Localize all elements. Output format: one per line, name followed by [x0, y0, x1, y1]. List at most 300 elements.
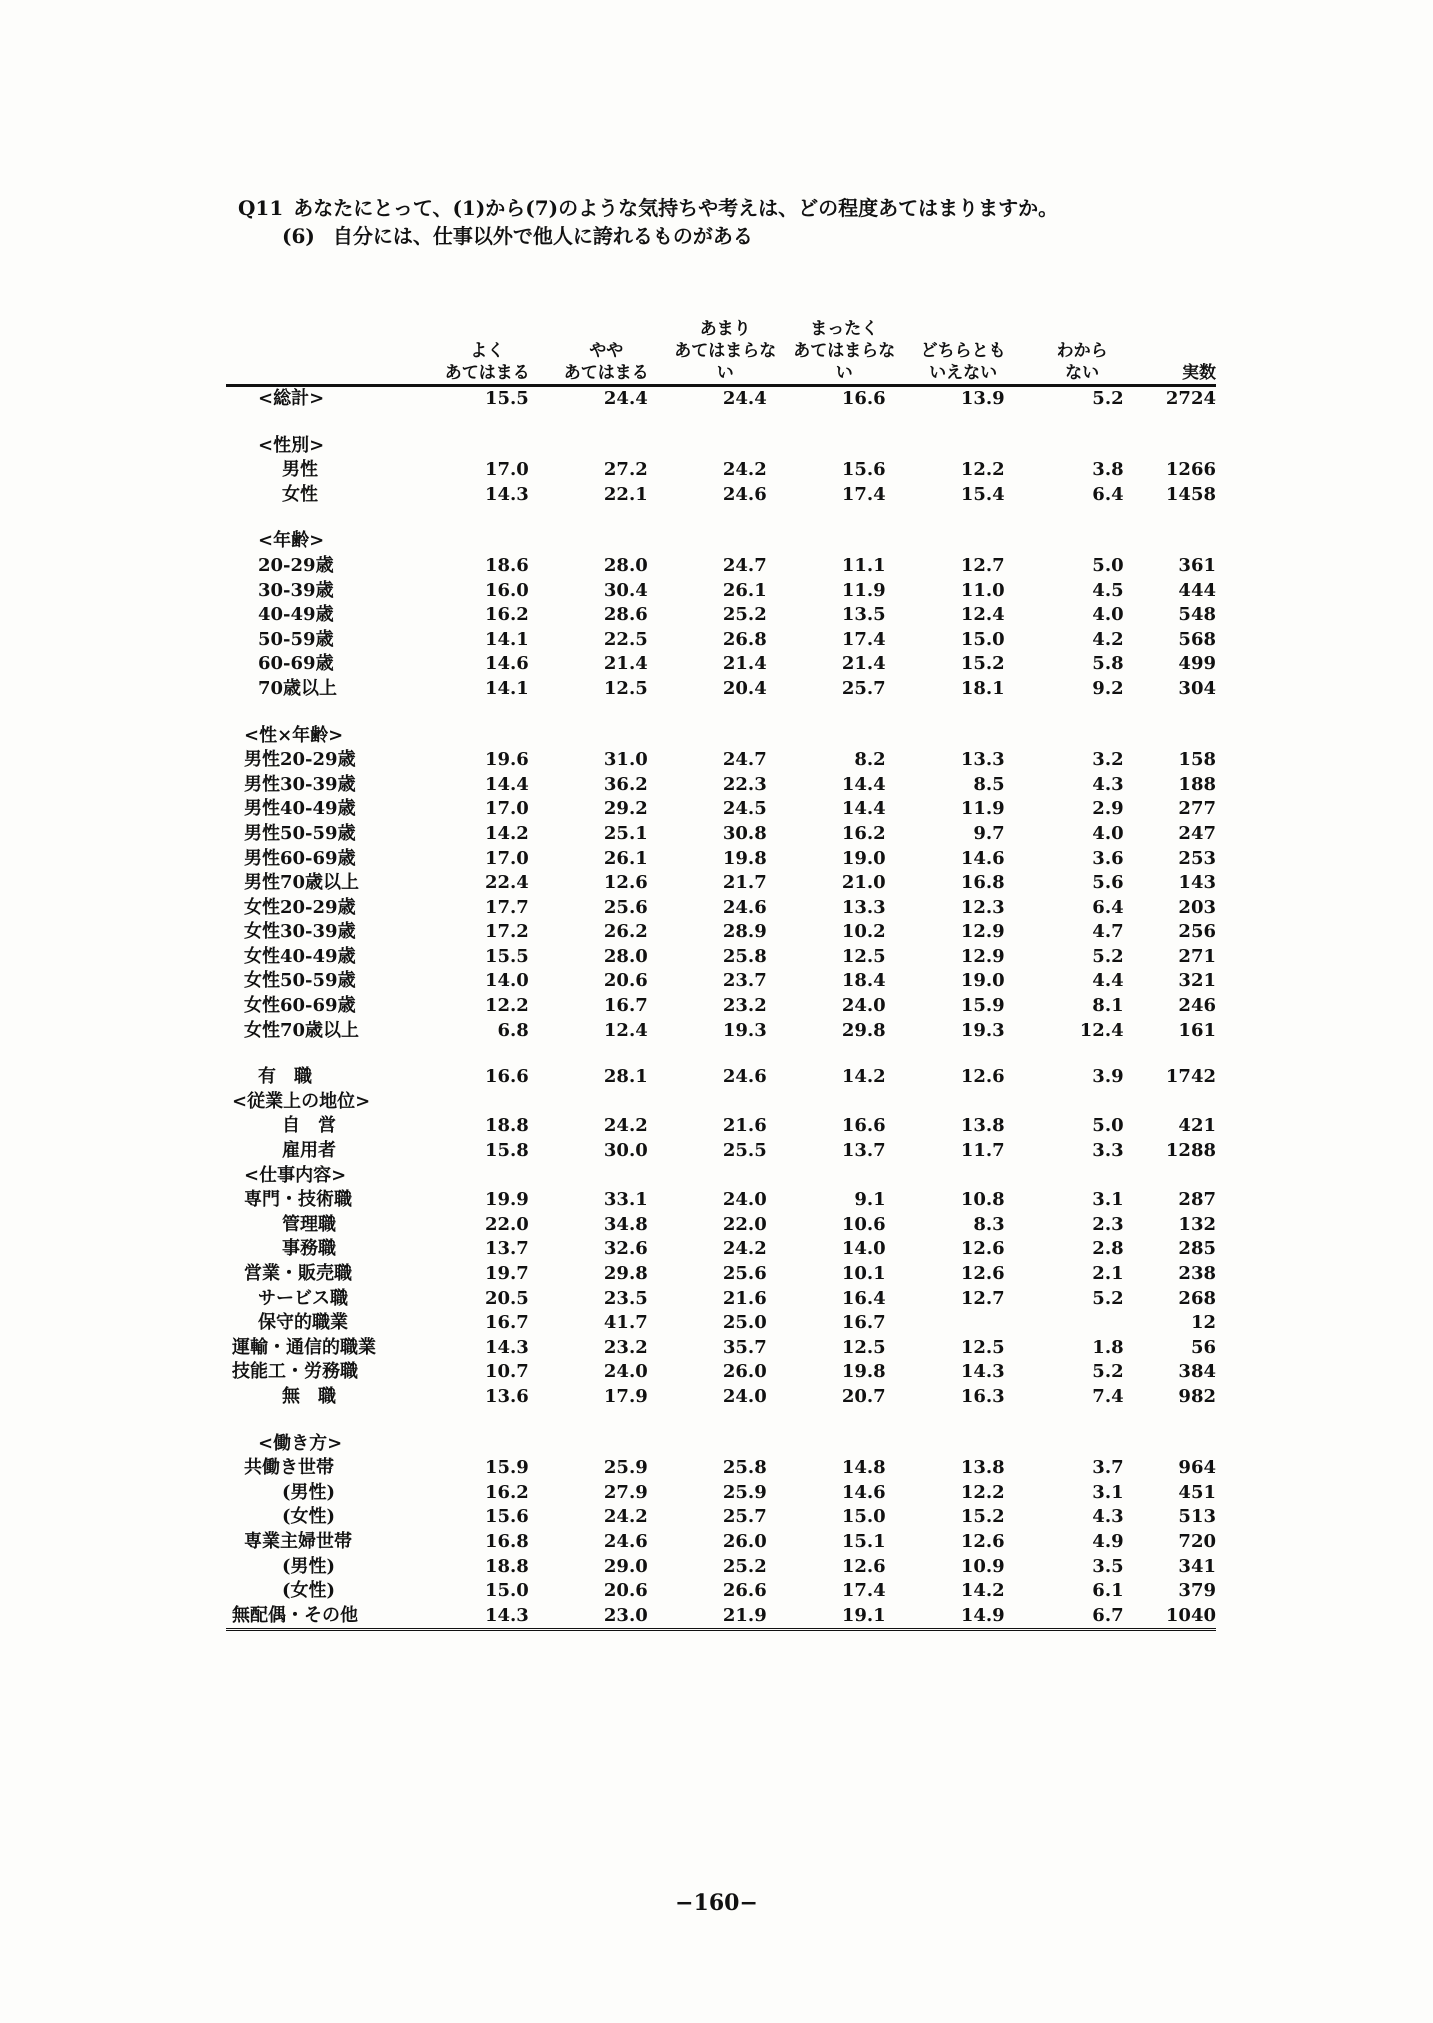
percent-cell: 3.9	[1092, 1066, 1124, 1088]
percent-cell: 15.1	[841, 1530, 886, 1552]
percent-cell: 12.7	[960, 1287, 1005, 1309]
percent-cell: 3.7	[1092, 1457, 1124, 1479]
percent-cell: 15.5	[484, 388, 529, 409]
row-label: 50-59歳	[258, 628, 334, 650]
percent-cell	[547, 434, 666, 459]
percent-cell: 24.0	[603, 1361, 648, 1383]
percent-cell: 5.8	[1092, 653, 1124, 675]
percent-cell: 29.8	[841, 1019, 886, 1041]
percent-cell: 30.8	[722, 822, 767, 844]
percent-cell: 24.4	[722, 388, 767, 409]
percent-cell: 5.0	[1092, 1115, 1124, 1137]
percent-cell: 14.6	[841, 1481, 886, 1503]
percent-cell: 25.7	[841, 677, 886, 699]
question-title	[238, 192, 1058, 221]
percent-cell: 12.3	[960, 896, 1005, 918]
row-label: 40-49歳	[258, 604, 334, 626]
percent-cell: 1.8	[1092, 1336, 1124, 1358]
percent-cell: 29.0	[603, 1555, 648, 1577]
count-cell: 56	[1190, 1336, 1216, 1358]
column-header-count: 実数	[1142, 318, 1216, 386]
percent-cell: 14.8	[841, 1457, 886, 1479]
percent-cell: 29.8	[603, 1263, 648, 1284]
percent-cell: 8.3	[973, 1213, 1005, 1235]
table-row	[226, 969, 1216, 994]
row-label: <性×年齢>	[244, 724, 344, 746]
row-label: 男性60-69歳	[244, 847, 356, 869]
table-row	[226, 603, 1216, 628]
percent-cell: 25.2	[722, 1555, 767, 1577]
table-row	[226, 1287, 1216, 1312]
percent-cell: 14.3	[484, 483, 529, 505]
percent-cell: 17.7	[484, 896, 529, 918]
percent-cell: 23.7	[722, 970, 767, 992]
percent-cell: 12.5	[960, 1336, 1005, 1358]
row-label: 女性20-29歳	[244, 896, 356, 918]
percent-cell	[785, 529, 904, 554]
percent-cell: 14.4	[484, 773, 529, 795]
percent-cell: 15.0	[841, 1506, 886, 1528]
row-label: <年齢>	[258, 530, 325, 552]
percent-cell	[904, 724, 1023, 749]
percent-cell: 16.2	[484, 604, 529, 626]
percent-cell: 4.0	[1092, 822, 1124, 844]
spacer-row	[226, 412, 1216, 434]
table-row	[226, 1188, 1216, 1213]
percent-cell	[1023, 1090, 1142, 1115]
column-header: よく あてはまる	[428, 318, 547, 386]
percent-cell: 23.0	[547, 1604, 666, 1630]
row-label: 無 職	[282, 1385, 336, 1407]
percent-cell	[666, 434, 785, 459]
percent-cell: 26.1	[603, 847, 648, 869]
row-label: 運輸・通信的職業	[232, 1336, 376, 1358]
percent-cell: 4.5	[1092, 579, 1124, 601]
percent-cell	[547, 1164, 666, 1189]
percent-cell: 19.3	[722, 1019, 767, 1041]
percent-cell: 22.3	[722, 773, 767, 795]
percent-cell	[904, 1311, 1023, 1336]
count-cell: 421	[1178, 1115, 1216, 1137]
table-row	[226, 434, 1216, 459]
percent-cell: 31.0	[603, 749, 648, 771]
percent-cell: 19.6	[484, 749, 529, 771]
percent-cell: 12.4	[603, 1019, 648, 1041]
percent-cell: 2.9	[1092, 798, 1124, 820]
table-row	[226, 1090, 1216, 1115]
percent-cell: 12.2	[960, 1481, 1005, 1503]
percent-cell	[1023, 434, 1142, 459]
percent-cell	[904, 1432, 1023, 1457]
percent-cell: 24.6	[722, 483, 767, 505]
row-label: 無配偶・その他	[226, 1604, 428, 1630]
row-label: <従業上の地位>	[232, 1090, 371, 1112]
percent-cell: 10.2	[841, 921, 886, 943]
column-header: わから ない	[1023, 318, 1142, 386]
percent-cell: 10.9	[960, 1555, 1005, 1577]
percent-cell	[666, 1090, 785, 1115]
row-label: 共働き世帯	[244, 1457, 334, 1479]
percent-cell: 14.9	[904, 1604, 1023, 1630]
count-cell: 132	[1178, 1213, 1216, 1235]
spacer-cell	[226, 507, 1216, 529]
percent-cell: 14.6	[484, 653, 529, 675]
percent-cell: 14.4	[841, 798, 886, 820]
percent-cell: 10.8	[960, 1189, 1005, 1211]
percent-cell: 9.7	[973, 822, 1005, 844]
percent-cell: 16.7	[484, 1312, 529, 1334]
percent-cell: 11.9	[960, 798, 1005, 820]
percent-cell: 24.2	[722, 459, 767, 481]
percent-cell: 15.8	[484, 1140, 529, 1162]
percent-cell: 8.1	[1092, 995, 1124, 1017]
percent-cell	[428, 1164, 547, 1189]
percent-cell: 3.3	[1092, 1140, 1124, 1162]
count-cell: 12	[1190, 1312, 1216, 1334]
percent-cell: 18.1	[960, 677, 1005, 699]
percent-cell: 5.2	[1092, 388, 1124, 409]
table-row	[226, 458, 1216, 483]
count-cell	[1142, 1432, 1216, 1457]
percent-cell: 18.6	[484, 554, 529, 576]
row-label: 女性	[282, 483, 318, 505]
percent-cell: 24.6	[603, 1530, 648, 1552]
percent-cell: 12.5	[841, 945, 886, 967]
percent-cell	[1023, 1311, 1142, 1336]
count-cell: 143	[1178, 872, 1216, 894]
percent-cell: 24.4	[603, 388, 648, 409]
percent-cell: 22.0	[722, 1213, 767, 1235]
count-cell: 568	[1178, 628, 1216, 650]
percent-cell	[904, 434, 1023, 459]
percent-cell: 12.5	[603, 677, 648, 699]
results-table	[226, 318, 1216, 1631]
table-row	[226, 579, 1216, 604]
count-cell: 513	[1178, 1506, 1216, 1528]
table-row	[226, 1432, 1216, 1457]
row-label: 女性40-49歳	[244, 945, 356, 967]
count-cell: 361	[1178, 554, 1216, 576]
percent-cell: 12.6	[960, 1263, 1005, 1284]
row-label: <総計>	[258, 388, 325, 409]
percent-cell: 14.3	[428, 1604, 547, 1630]
count-cell: 268	[1178, 1287, 1216, 1309]
percent-cell: 25.5	[722, 1140, 767, 1162]
row-label: 営業・販売職	[244, 1263, 352, 1284]
row-label: (女性)	[282, 1580, 336, 1602]
percent-cell: 17.0	[484, 798, 529, 820]
row-label: 男性40-49歳	[244, 798, 356, 820]
count-cell: 285	[1178, 1238, 1216, 1260]
percent-cell: 14.3	[484, 1336, 529, 1358]
table-row	[226, 677, 1216, 702]
percent-cell: 15.0	[484, 1580, 529, 1602]
percent-cell: 10.7	[484, 1361, 529, 1383]
table-row	[226, 994, 1216, 1019]
subitem-text: 自分には、仕事以外で他人に誇れるものがある	[332, 224, 753, 248]
count-cell: 188	[1178, 773, 1216, 795]
count-cell: 2724	[1165, 388, 1216, 409]
table-row	[226, 1336, 1216, 1361]
percent-cell: 2.8	[1092, 1238, 1124, 1260]
question-number: Q11	[238, 196, 284, 220]
percent-cell	[428, 529, 547, 554]
percent-cell: 32.6	[603, 1238, 648, 1260]
percent-cell: 11.1	[841, 554, 886, 576]
count-cell: 499	[1178, 653, 1216, 675]
percent-cell: 8.5	[973, 773, 1005, 795]
percent-cell: 25.7	[722, 1506, 767, 1528]
percent-cell: 24.0	[722, 1189, 767, 1211]
row-label: 保守的職業	[258, 1312, 348, 1334]
count-cell: 158	[1178, 749, 1216, 771]
percent-cell: 13.8	[960, 1115, 1005, 1137]
percent-cell: 24.2	[603, 1506, 648, 1528]
percent-cell: 15.6	[841, 459, 886, 481]
percent-cell: 3.6	[1092, 847, 1124, 869]
percent-cell: 5.2	[1092, 1287, 1124, 1309]
table-row	[226, 1019, 1216, 1044]
percent-cell: 21.4	[841, 653, 886, 675]
percent-cell	[666, 529, 785, 554]
spacer-cell	[226, 702, 1216, 724]
percent-cell: 20.5	[484, 1287, 529, 1309]
table-row	[226, 628, 1216, 653]
spacer-row	[226, 1043, 1216, 1065]
count-cell: 1266	[1165, 459, 1216, 481]
percent-cell: 21.6	[722, 1115, 767, 1137]
row-label: (女性)	[282, 1506, 336, 1528]
percent-cell	[1023, 529, 1142, 554]
percent-cell: 24.6	[722, 1066, 767, 1088]
row-label: <働き方>	[258, 1432, 343, 1454]
percent-cell: 12.4	[1079, 1019, 1124, 1041]
percent-cell: 25.0	[722, 1312, 767, 1334]
table-row	[226, 1579, 1216, 1604]
percent-cell: 28.0	[603, 945, 648, 967]
percent-cell: 16.7	[841, 1312, 886, 1334]
percent-cell: 18.4	[841, 970, 886, 992]
percent-cell: 4.2	[1092, 628, 1124, 650]
percent-cell: 18.8	[484, 1115, 529, 1137]
percent-cell: 6.7	[1023, 1604, 1142, 1630]
percent-cell: 5.2	[1092, 945, 1124, 967]
percent-cell: 22.4	[484, 872, 529, 894]
table-row	[226, 1311, 1216, 1336]
percent-cell: 12.2	[484, 995, 529, 1017]
percent-cell: 12.6	[960, 1238, 1005, 1260]
row-label: 女性70歳以上	[244, 1019, 360, 1041]
percent-cell: 12.2	[960, 459, 1005, 481]
percent-cell	[666, 1432, 785, 1457]
count-cell: 384	[1178, 1361, 1216, 1383]
percent-cell: 24.2	[722, 1238, 767, 1260]
table-row	[226, 920, 1216, 945]
percent-cell: 3.1	[1092, 1189, 1124, 1211]
percent-cell: 25.9	[603, 1457, 648, 1479]
percent-cell: 27.2	[603, 459, 648, 481]
spacer-row	[226, 1410, 1216, 1432]
count-cell	[1142, 724, 1216, 749]
row-label: 男性	[282, 459, 318, 481]
percent-cell: 24.7	[722, 554, 767, 576]
percent-cell	[666, 724, 785, 749]
count-cell: 720	[1178, 1530, 1216, 1552]
table-row	[226, 1139, 1216, 1164]
percent-cell: 4.3	[1092, 1506, 1124, 1528]
percent-cell	[785, 434, 904, 459]
table-row	[226, 1604, 1216, 1630]
percent-cell: 16.7	[603, 995, 648, 1017]
table-row	[226, 1065, 1216, 1090]
count-cell: 1458	[1165, 483, 1216, 505]
percent-cell: 41.7	[603, 1312, 648, 1334]
table-row	[226, 529, 1216, 554]
spacer-cell	[226, 412, 1216, 434]
percent-cell: 15.0	[960, 628, 1005, 650]
row-label: 60-69歳	[258, 653, 334, 675]
percent-cell: 17.0	[484, 847, 529, 869]
percent-cell: 17.4	[841, 628, 886, 650]
spacer-row	[226, 702, 1216, 724]
table-row	[226, 1505, 1216, 1530]
percent-cell: 23.5	[603, 1287, 648, 1309]
count-cell: 379	[1178, 1580, 1216, 1602]
percent-cell	[428, 434, 547, 459]
percent-cell: 29.2	[603, 798, 648, 820]
percent-cell: 5.0	[1092, 554, 1124, 576]
percent-cell: 26.8	[722, 628, 767, 650]
percent-cell: 3.8	[1092, 459, 1124, 481]
count-cell: 321	[1178, 970, 1216, 992]
count-cell: 203	[1178, 896, 1216, 918]
percent-cell: 23.2	[603, 1336, 648, 1358]
percent-cell: 21.9	[666, 1604, 785, 1630]
table-row	[226, 1385, 1216, 1410]
percent-cell: 9.2	[1092, 677, 1124, 699]
percent-cell: 3.1	[1092, 1481, 1124, 1503]
percent-cell: 21.0	[841, 872, 886, 894]
percent-cell: 9.1	[854, 1189, 886, 1211]
percent-cell: 24.5	[722, 798, 767, 820]
percent-cell: 16.6	[841, 1115, 886, 1137]
count-cell	[1142, 529, 1216, 554]
percent-cell: 2.1	[1092, 1263, 1124, 1284]
percent-cell: 24.0	[841, 995, 886, 1017]
subitem-number: (6)	[282, 224, 315, 248]
percent-cell	[666, 1164, 785, 1189]
percent-cell: 26.2	[603, 921, 648, 943]
percent-cell: 5.2	[1092, 1361, 1124, 1383]
percent-cell: 3.2	[1092, 749, 1124, 771]
percent-cell: 24.6	[722, 896, 767, 918]
table-row	[226, 1213, 1216, 1238]
percent-cell: 13.7	[841, 1140, 886, 1162]
percent-cell: 16.6	[841, 388, 886, 409]
percent-cell: 11.0	[960, 579, 1005, 601]
table-row	[226, 386, 1216, 412]
row-label: 男性20-29歳	[244, 749, 356, 771]
table-row	[226, 1164, 1216, 1189]
percent-cell: 6.1	[1092, 1580, 1124, 1602]
percent-cell: 14.1	[484, 628, 529, 650]
percent-cell: 15.4	[960, 483, 1005, 505]
table-row	[226, 652, 1216, 677]
percent-cell: 27.9	[603, 1481, 648, 1503]
table-row	[226, 1555, 1216, 1580]
percent-cell: 19.8	[722, 847, 767, 869]
percent-cell: 6.4	[1092, 483, 1124, 505]
percent-cell: 17.9	[603, 1385, 648, 1407]
row-label: 男性70歳以上	[244, 872, 360, 894]
percent-cell: 19.1	[785, 1604, 904, 1630]
percent-cell: 12.6	[603, 872, 648, 894]
row-label: 女性50-59歳	[244, 970, 356, 992]
percent-cell: 19.0	[960, 970, 1005, 992]
count-cell: 246	[1178, 995, 1216, 1017]
count-cell: 277	[1178, 798, 1216, 820]
percent-cell: 21.6	[722, 1287, 767, 1309]
percent-cell: 4.0	[1092, 604, 1124, 626]
percent-cell: 19.7	[484, 1263, 529, 1284]
percent-cell: 10.6	[841, 1213, 886, 1235]
percent-cell: 19.9	[484, 1189, 529, 1211]
table-row	[226, 773, 1216, 798]
table-row	[226, 554, 1216, 579]
column-header: やや あてはまる	[547, 318, 666, 386]
percent-cell	[785, 1090, 904, 1115]
row-label: 男性50-59歳	[244, 822, 356, 844]
table-row	[226, 896, 1216, 921]
percent-cell: 20.6	[603, 1580, 648, 1602]
count-cell: 287	[1178, 1189, 1216, 1211]
percent-cell	[1023, 1164, 1142, 1189]
percent-cell: 33.1	[603, 1189, 648, 1211]
percent-cell: 24.2	[603, 1115, 648, 1137]
row-label: サービス職	[258, 1287, 348, 1309]
percent-cell	[785, 724, 904, 749]
percent-cell: 4.4	[1092, 970, 1124, 992]
table-row	[226, 945, 1216, 970]
percent-cell: 12.6	[960, 1530, 1005, 1552]
percent-cell: 28.9	[722, 921, 767, 943]
count-cell: 253	[1178, 847, 1216, 869]
table-row	[226, 748, 1216, 773]
percent-cell: 15.9	[484, 1457, 529, 1479]
count-cell: 341	[1178, 1555, 1216, 1577]
percent-cell: 19.0	[841, 847, 886, 869]
percent-cell	[1023, 1432, 1142, 1457]
count-cell: 304	[1178, 677, 1216, 699]
count-cell	[1142, 434, 1216, 459]
percent-cell	[547, 1090, 666, 1115]
percent-cell: 21.4	[603, 653, 648, 675]
percent-cell: 25.6	[603, 896, 648, 918]
percent-cell: 23.2	[722, 995, 767, 1017]
count-cell	[1142, 1164, 1216, 1189]
count-cell: 1742	[1165, 1066, 1216, 1088]
column-header: どちらとも いえない	[904, 318, 1023, 386]
table-row	[226, 1237, 1216, 1262]
percent-cell: 14.1	[484, 677, 529, 699]
percent-cell: 14.2	[841, 1066, 886, 1088]
percent-cell: 8.2	[854, 749, 886, 771]
percent-cell: 14.2	[960, 1580, 1005, 1602]
percent-cell: 28.0	[603, 554, 648, 576]
row-label: 専門・技術職	[244, 1189, 352, 1211]
percent-cell: 14.4	[841, 773, 886, 795]
percent-cell: 24.0	[722, 1385, 767, 1407]
